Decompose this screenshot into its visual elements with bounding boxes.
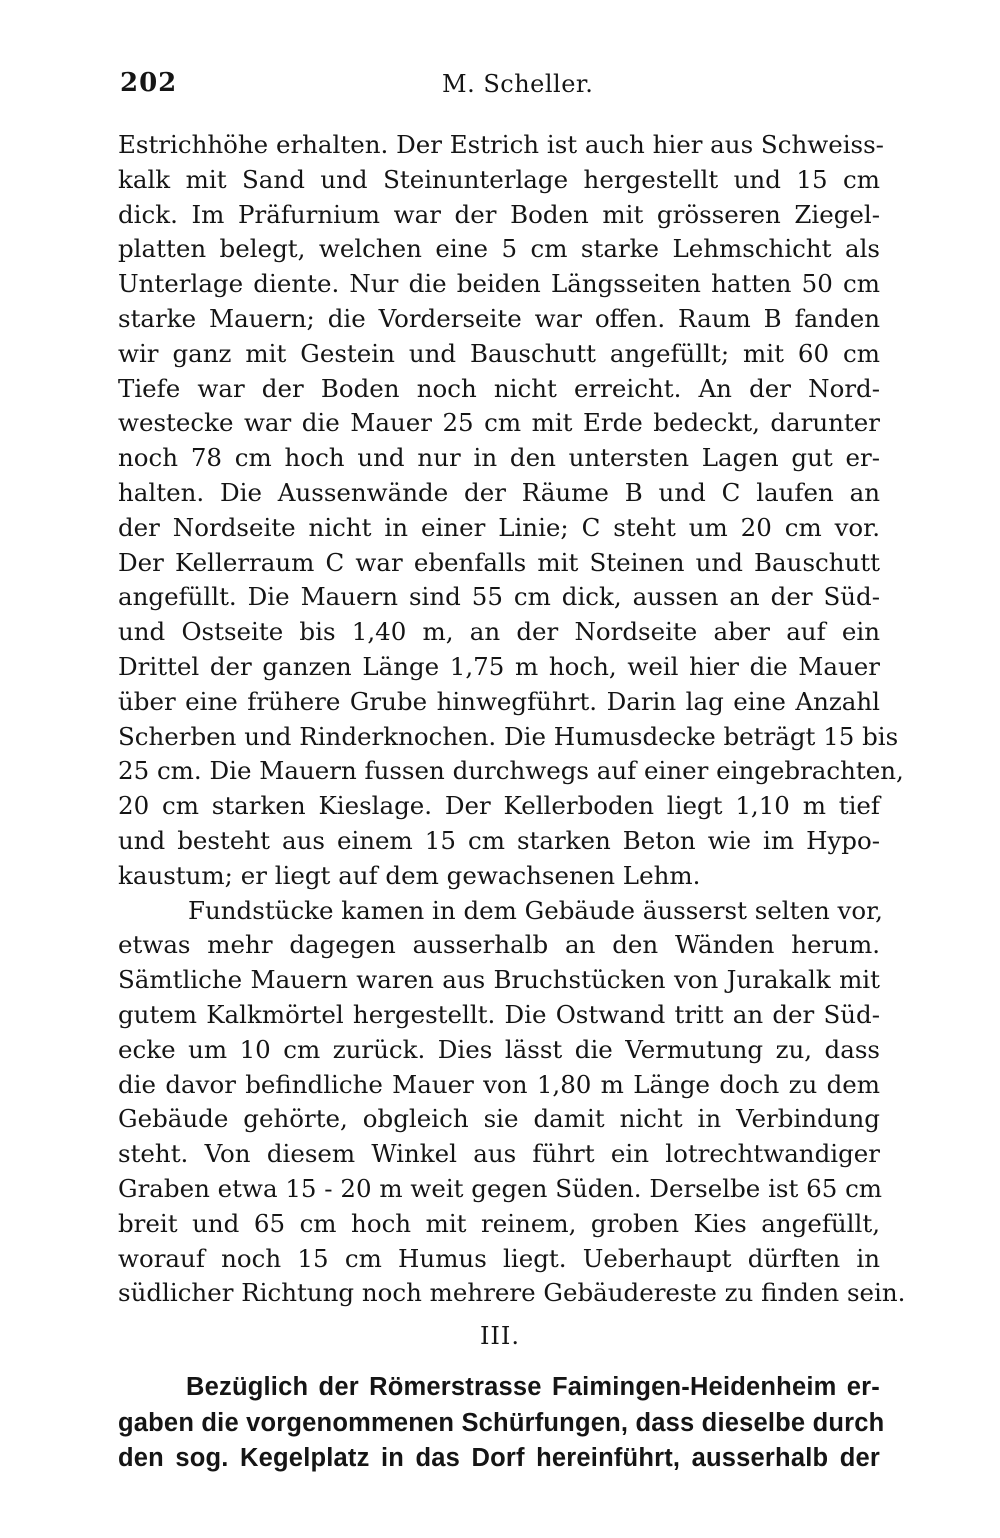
text-line: südlicher Richtung noch mehrere Gebäudereste zu finden sein. [118, 1278, 906, 1308]
running-head: M. Scheller. [442, 70, 594, 98]
text-line: die davor befindliche Mauer von 1,80 m Länge doch zu dem [118, 1069, 880, 1099]
text-line: platten belegt, welchen eine 5 cm starke Lehmschicht als [118, 234, 880, 264]
text-line: und Ostseite bis 1,40 m, an der Nordseite aber auf ein [118, 617, 880, 647]
text-line: 20 cm starken Kieslage. Der Kellerboden liegt 1,10 m tief [118, 791, 880, 821]
text-line: 25 cm. Die Mauern fussen durchwegs auf einer eingebrachten, [118, 756, 904, 786]
text-line: Estrichhöhe erhalten. Der Estrich ist auch hier aus Schweiss- [118, 130, 884, 159]
text-line: Sämtliche Mauern waren aus Bruchstücken von Jurakalk mit [118, 965, 880, 995]
bold-text-line: gaben die vorgenommenen Schürfungen, dass dieselbe durch [118, 1408, 885, 1437]
text-line: dick. Im Präfurnium war der Boden mit grösseren Ziegel- [118, 199, 880, 229]
text-line: westecke war die Mauer 25 cm mit Erde bedeckt, darunter [118, 408, 880, 438]
text-line: der Nordseite nicht in einer Linie; C steht um 20 cm vor. [118, 512, 880, 542]
text-line: starke Mauern; die Vorderseite war offen. Raum B fanden [118, 303, 880, 333]
text-line: etwas mehr dagegen ausserhalb an den Wänden herum. [118, 930, 880, 960]
text-line: und besteht aus einem 15 cm starken Beton wie im Hypo- [118, 825, 880, 855]
text-line: worauf noch 15 cm Humus liegt. Ueberhaupt dürften in [118, 1243, 880, 1273]
text-line: Drittel der ganzen Länge 1,75 m hoch, weil hier die Mauer [118, 651, 880, 681]
text-line: ecke um 10 cm zurück. Dies lässt die Vermutung zu, dass [118, 1034, 880, 1064]
text-line: noch 78 cm hoch und nur in den untersten Lagen gut er- [118, 443, 880, 473]
text-line: breit und 65 cm hoch mit reinem, groben Kies angefüllt, [118, 1208, 880, 1238]
text-line: angefüllt. Die Mauern sind 55 cm dick, aussen an der Süd- [118, 582, 880, 612]
section-number: III. [479, 1322, 521, 1350]
bold-text-line: den sog. Kegelplatz in das Dorf hereinführt, ausserhalb der [118, 1444, 880, 1472]
bold-text-line: Bezüglich der Römerstrasse Faimingen-Heidenheim er- [186, 1373, 880, 1401]
text-line: gutem Kalkmörtel hergestellt. Die Ostwand tritt an der Süd- [118, 999, 880, 1029]
page-header [120, 68, 880, 108]
body-text [118, 128, 906, 1311]
text-line: steht. Von diesem Winkel aus führt ein lotrechtwandiger [118, 1139, 880, 1169]
paragraph-start-line: Fundstücke kamen in dem Gebäude äusserst selten vor, [188, 895, 883, 925]
page-number: 202 [120, 68, 178, 98]
text-line: Tiefe war der Boden noch nicht erreicht. An der Nord- [118, 373, 880, 403]
text-line: Unterlage diente. Nur die beiden Längsseiten hatten 50 cm [118, 269, 880, 299]
text-line: über eine frühere Grube hinwegführt. Darin lag eine Anzahl [118, 686, 880, 716]
text-line: wir ganz mit Gestein und Bauschutt angefüllt; mit 60 cm [118, 338, 880, 368]
text-line: Graben etwa 15 - 20 m weit gegen Süden. Derselbe ist 65 cm [118, 1173, 883, 1203]
text-line: halten. Die Aussenwände der Räume B und C laufen an [118, 477, 880, 507]
text-line: Scherben und Rinderknochen. Die Humusdecke beträgt 15 bis [118, 721, 899, 751]
bold-paragraph [118, 1370, 885, 1477]
text-line: Gebäude gehörte, obgleich sie damit nicht in Verbindung [118, 1104, 880, 1134]
paragraph-end-line: kaustum; er liegt auf dem gewachsenen Lehm. [118, 860, 701, 890]
text-line: Der Kellerraum C war ebenfalls mit Steinen und Bauschutt [118, 547, 880, 577]
text-line: kalk mit Sand und Steinunterlage hergestellt und 15 cm [118, 164, 880, 194]
